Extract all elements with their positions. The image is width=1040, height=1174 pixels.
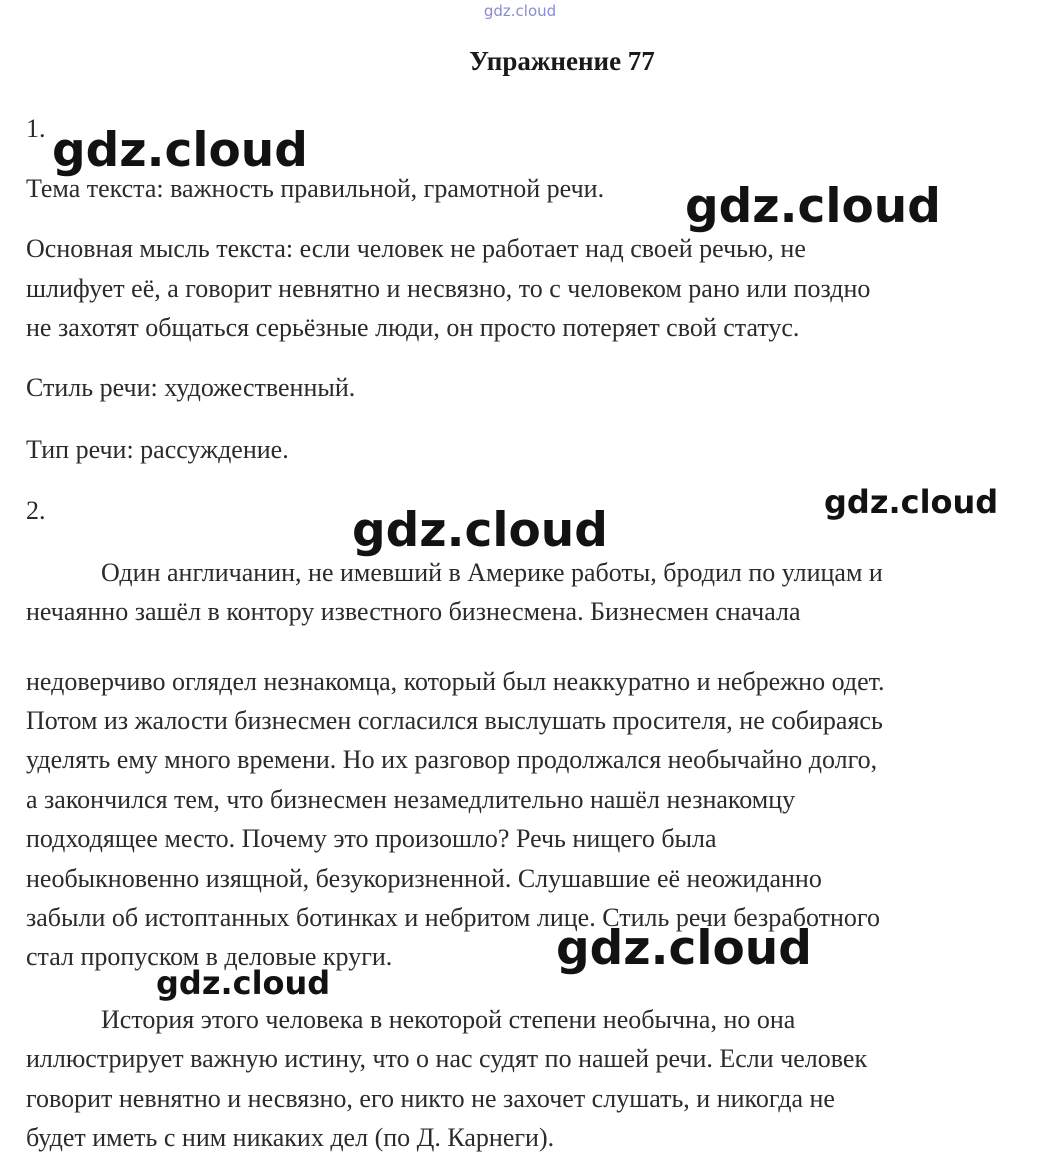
part1-number: 1. bbox=[26, 114, 46, 143]
paragraph1-line: недоверчиво оглядел незнакомца, который был неаккуратно и небрежно одет. bbox=[26, 667, 885, 696]
paragraph1-line: нечаянно зашёл в контору известного бизнесмена. Бизнесмен сначала bbox=[26, 597, 801, 626]
watermark: gdz.cloud bbox=[824, 483, 999, 521]
page-title: Упражнение 77 bbox=[469, 46, 655, 76]
watermark: gdz.cloud bbox=[52, 123, 308, 178]
part2-number: 2. bbox=[26, 496, 46, 525]
style-line: Стиль речи: художественный. bbox=[26, 373, 356, 402]
watermark: gdz.cloud bbox=[156, 964, 331, 1002]
main-idea-line: шлифует её, а говорит невнятно и несвязно, то с человеком рано или поздно bbox=[26, 274, 871, 303]
watermark: gdz.cloud bbox=[685, 179, 941, 234]
top-watermark: gdz.cloud bbox=[483, 2, 557, 20]
type-line: Тип речи: рассуждение. bbox=[26, 435, 289, 464]
paragraph1-line: подходящее место. Почему это произошло? Речь нищего была bbox=[26, 824, 717, 853]
paragraph1-line: необыкновенно изящной, безукоризненной. Слушавшие её неожиданно bbox=[26, 864, 822, 893]
main-idea-line: не захотят общаться серьёзные люди, он просто потеряет свой статус. bbox=[26, 313, 800, 342]
paragraph2-line: будет иметь с ним никаких дел (по Д. Карнеги). bbox=[26, 1123, 555, 1152]
paragraph2-line: История этого человека в некоторой степени необычна, но она bbox=[101, 1005, 796, 1034]
paragraph1-line: Один англичанин, не имевший в Америке работы, бродил по улицам и bbox=[101, 558, 883, 587]
paragraph1-line: забыли об истоптанных ботинках и небритом лице. Стиль речи безработного bbox=[26, 903, 880, 932]
watermark: gdz.cloud bbox=[352, 503, 608, 558]
paragraph1-line: Потом из жалости бизнесмен согласился выслушать просителя, не собираясь bbox=[26, 706, 883, 735]
paragraph1-line: стал пропуском в деловые круги. bbox=[26, 942, 393, 971]
watermark: gdz.cloud bbox=[556, 921, 812, 976]
main-idea-line: Основная мысль текста: если человек не работает над своей речью, не bbox=[26, 234, 806, 263]
paragraph2-line: иллюстрирует важную истину, что о нас судят по нашей речи. Если человек bbox=[26, 1044, 868, 1073]
paragraph1-line: уделять ему много времени. Но их разговор продолжался необычайно долго, bbox=[26, 745, 878, 774]
paragraph1-line: а закончился тем, что бизнесмен незамедлительно нашёл незнакомцу bbox=[26, 785, 796, 814]
paragraph2-line: говорит невнятно и несвязно, его никто не захочет слушать, и никогда не bbox=[26, 1084, 835, 1113]
theme-line: Тема текста: важность правильной, грамотной речи. bbox=[26, 174, 605, 203]
